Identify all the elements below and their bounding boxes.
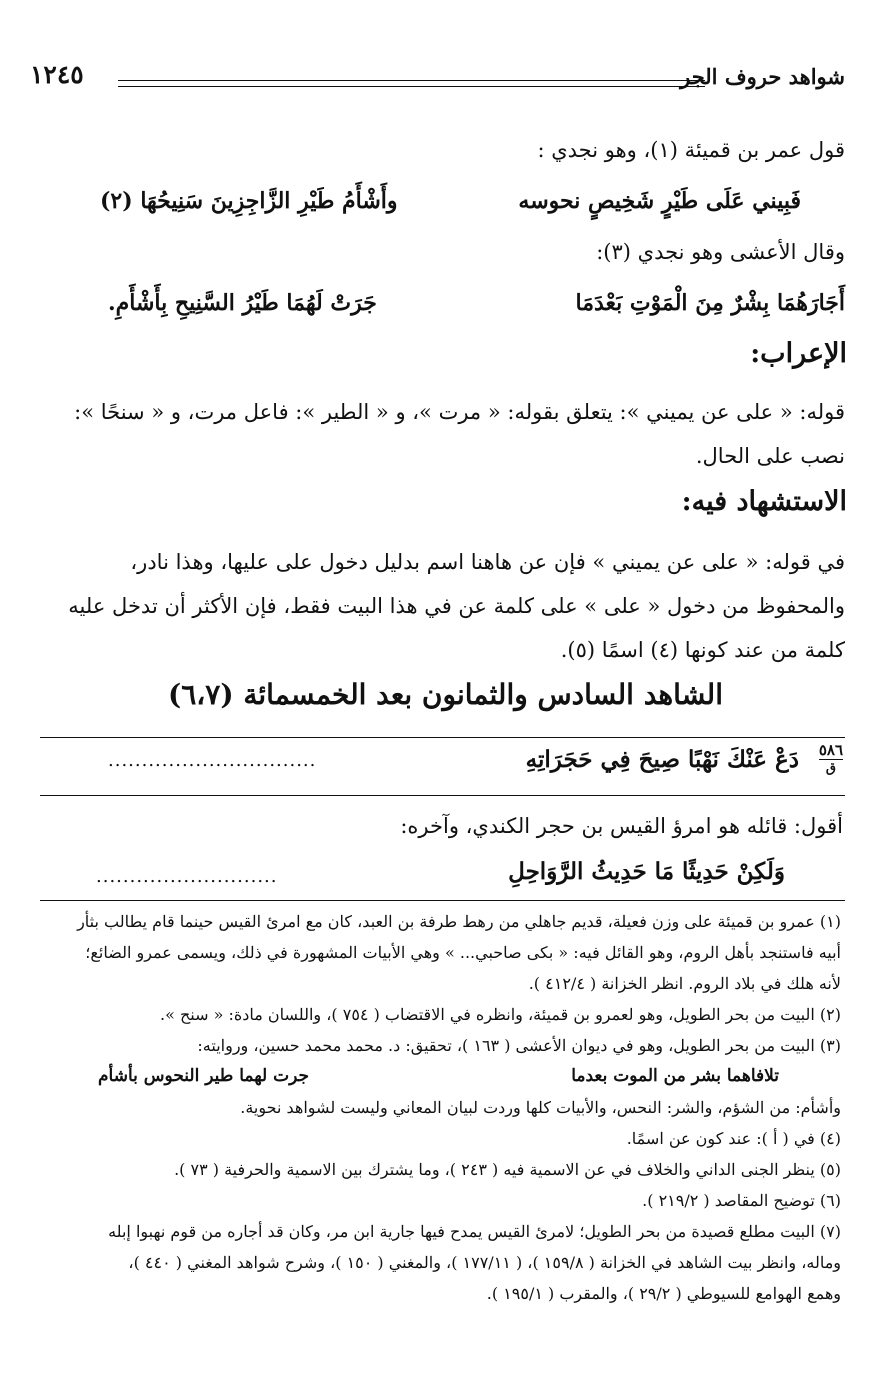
footnote-line: (٥) ينظر الجنى الداني والخلاف في عن الاسمية فيه ( ٢٤٣ )، وما يشترك بين الاسمية والحرفية ( ٧٣ ). [174, 1160, 841, 1179]
footnote-line: وهمع الهوامع للسيوطي ( ٢٩/٢ )، والمقرب ( ١٩٥/١ ). [486, 1284, 841, 1303]
paragraph-line: كلمة من عند كونها (٤) اسمًا (٥). [560, 638, 845, 662]
shahid-number-main: ٥٨٦ [818, 741, 843, 759]
header-rule [118, 80, 705, 81]
shahid-verse: دَعْ عَنْكَ نَهْبًا صِيحَ فِي حَجَرَاتِهِ [525, 746, 799, 773]
verse-hemistich: وأَشْأَمُ طَيْرِ الزَّاجِزِينَ سَنِيحُهَا (٢) [100, 188, 398, 214]
paragraph-line: والمحفوظ من دخول « على » على كلمة عن في هذا البيت فقط، فإن الأكثر أن تدخل عليه [68, 594, 845, 618]
intro-line: قول عمر بن قميئة (١)، وهو نجدي : [537, 138, 845, 162]
istishhad-paragraph [40, 540, 845, 672]
footnote-line: (٤) في ( أ ): عند كون عن اسمًا. [626, 1129, 841, 1148]
running-title: شواهد حروف الجر [680, 64, 845, 89]
section-rule [40, 795, 845, 796]
header-rule [118, 86, 705, 87]
footnote-verse-right: تلافاهما بشر من الموت بعدما [571, 1066, 779, 1086]
section-heading: الاستشهاد فيه: [681, 486, 847, 517]
footnote-verse [40, 1061, 841, 1092]
paragraph-line: في قوله: « على عن يميني » فإن عن هاهنا اسم بدليل دخول على عليها، وهذا نادر، [130, 550, 845, 574]
footnote-line: (٧) البيت مطلع قصيدة من بحر الطويل؛ لامرئ القيس يمدح فيها جارية ابن مر، وكان قد أجاره من قوم نهبوا إبله [108, 1222, 841, 1241]
footnote-verse-left: جرت لهما طير النحوس بأشأم [98, 1066, 310, 1086]
section-rule [40, 737, 845, 738]
footnote-rule [40, 900, 845, 901]
verse-hemistich: فَبِيني عَلَى طَيْرٍ شَخِيصٍ نحوسه [518, 188, 801, 214]
footnote-line: لأنه هلك في بلاد الروم. انظر الخزانة ( ٤١٢/٤ ). [528, 974, 841, 993]
footnote-line: (١) عمرو بن قميئة على وزن فعيلة، قديم جاهلي من رهط طرفة بن العبد، كان مع امرئ القيس حينما قام يطالب بثأر [77, 912, 841, 931]
page-number: ١٢٤٥ [30, 60, 84, 89]
akol-verse: وَلَكِنْ حَدِيثًا مَا حَدِيثُ الرَّوَاحِلِ [508, 858, 785, 885]
section-heading: الإعراب: [750, 338, 847, 369]
verse-hemistich: جَرَتْ لَهُمَا طَيْرُ السَّنِيحِ بِأَشْأَمِ. [108, 290, 377, 316]
ellipsis-dots: ............................... [108, 750, 317, 771]
irab-paragraph [40, 390, 845, 478]
intro-line: وقال الأعشى وهو نجدي (٣): [596, 240, 845, 264]
footnote-line: أبيه فاستنجد بأهل الروم، وهو القائل فيه: « بكى صاحبي... » وهي الأبيات المشهورة في ذلك، ويسمى عمرو الضائع؛ [85, 943, 841, 962]
footnote-line: وأشأم: من الشؤم، والشر: النحس، والأبيات كلها وردت لبيان المعاني وليست لشواهد نحوية. [240, 1098, 841, 1117]
shahid-number-sub: ق [819, 759, 843, 777]
footnote-line: (٢) البيت من بحر الطويل، وهو لعمرو بن قميئة، وانظره في الاقتضاب ( ٧٥٤ )، واللسان مادة: « سنح ». [159, 1005, 841, 1024]
footnote-line: (٦) توضيح المقاصد ( ٢١٩/٢ ). [642, 1191, 841, 1210]
footnote-line: وماله، وانظر بيت الشاهد في الخزانة ( ١٥٩/٨ )، ( ١٧٧/١١ )، والمغني ( ١٥٠ )، وشرح شواهد المغني ( ٤٤٠ )، [128, 1253, 841, 1272]
shahid-title: الشاهد السادس والثمانون بعد الخمسمائة (٦،٧) [167, 678, 723, 711]
paragraph-line: قوله: « على عن يميني »: يتعلق بقوله: « مرت »، و « الطير »: فاعل مرت، و « سنحًا »: [74, 400, 845, 424]
footnote-line: (٣) البيت من بحر الطويل، وهو في ديوان الأعشى ( ١٦٣ )، تحقيق: د. محمد محمد حسين، وروايته: [197, 1036, 841, 1055]
ellipsis-dots: ........................... [96, 866, 278, 887]
shahid-number [819, 742, 843, 777]
footnotes [40, 906, 841, 1309]
paragraph-line: نصب على الحال. [695, 444, 845, 468]
verse-hemistich: أَجَارَهُمَا بِشْرٌ مِنَ الْمَوْتِ بَعْدَمَا [575, 290, 845, 316]
akol-line: أقول: قائله هو امرؤ القيس بن حجر الكندي، وآخره: [400, 814, 843, 838]
